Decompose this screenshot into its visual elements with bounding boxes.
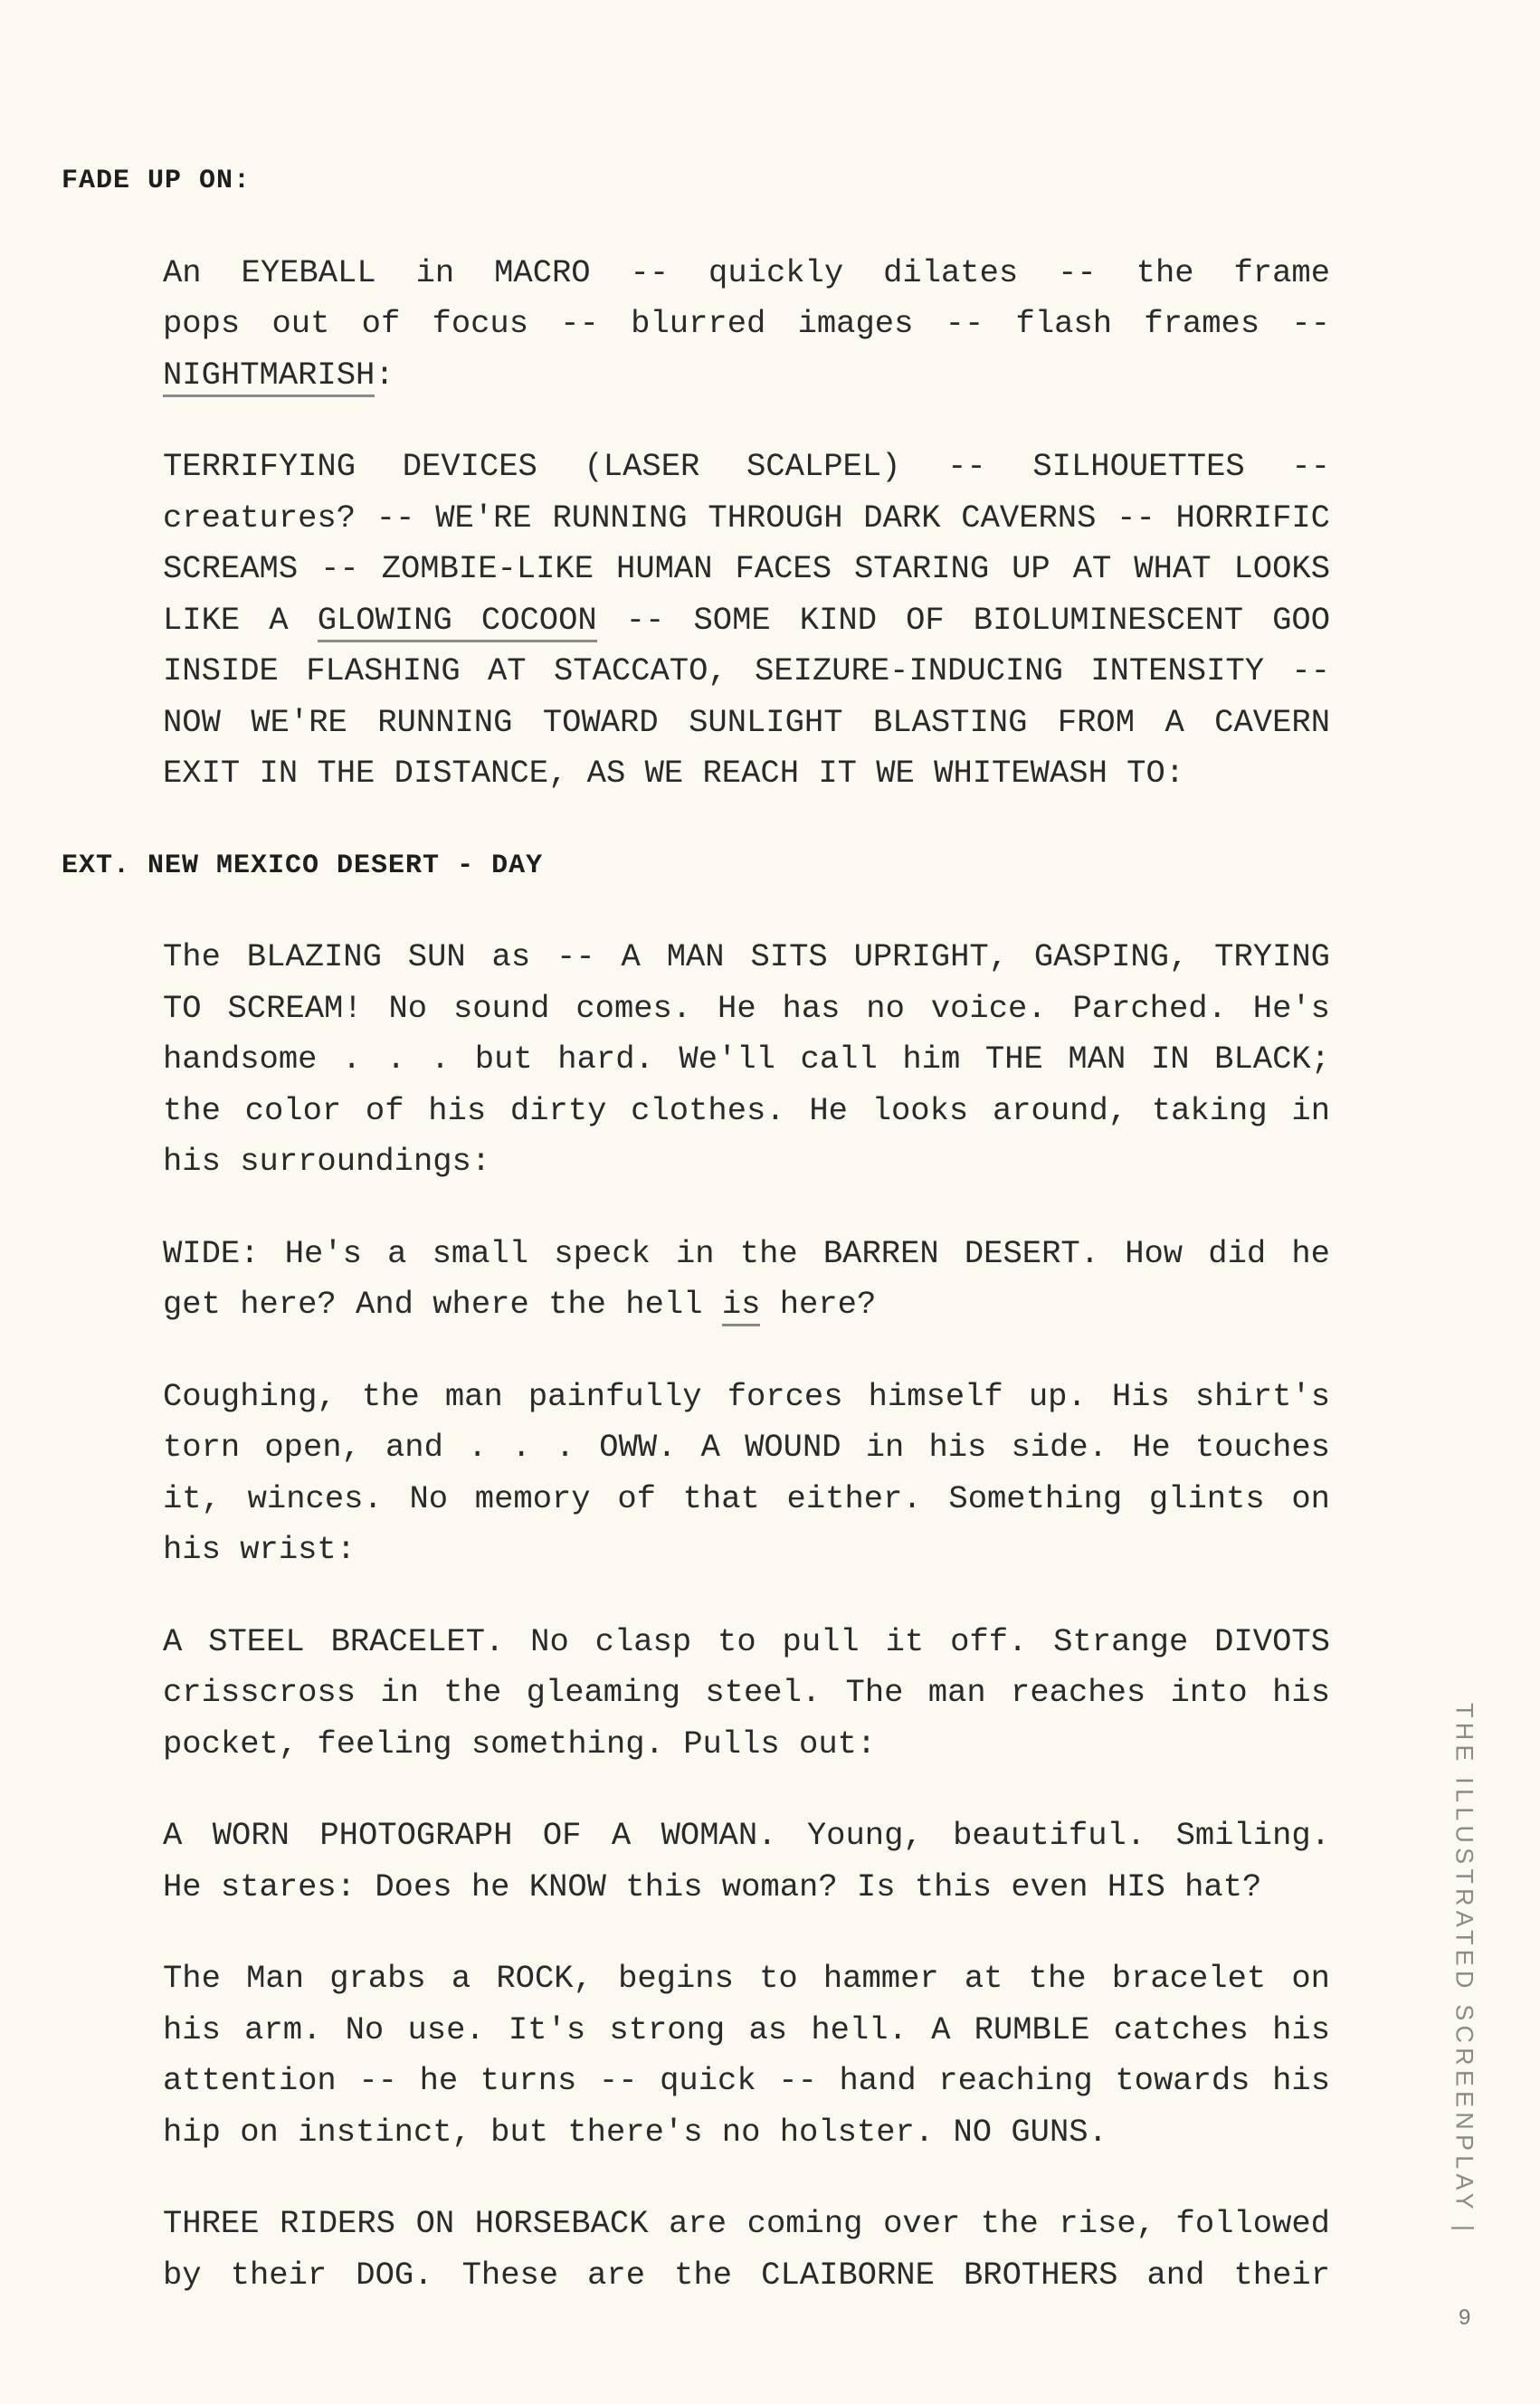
text-line: INSIDE FLASHING AT STACCATO, SEIZURE-INDUCING INTENSITY --: [163, 652, 1330, 689]
running-title-text: THE ILLUSTRATED SCREENPLAY |: [1450, 1703, 1478, 2237]
text-segment: -- SOME KIND OF BIOLUMINESCENT GOO: [596, 601, 1331, 639]
text-line: He stares: Does he KNOW this woman? Is this even HIS hat?: [163, 1867, 1262, 1905]
text-line: TO SCREAM! No sound comes. He has no voice. Parched. He's: [163, 989, 1330, 1027]
page-number: 9: [1459, 2305, 1471, 2330]
text-line: THREE RIDERS ON HORSEBACK are coming over the rise, followed: [163, 2205, 1330, 2242]
text-line: The BLAZING SUN as -- A MAN SITS UPRIGHT, GASPING, TRYING: [163, 938, 1330, 975]
text-line: torn open, and . . . OWW. A WOUND in his side. He touches: [163, 1429, 1330, 1466]
text-segment: :: [375, 356, 395, 394]
text-segment: here?: [760, 1286, 877, 1323]
text-line: it, winces. No memory of that either. Something glints on: [163, 1479, 1330, 1517]
text-line: his surroundings:: [163, 1143, 491, 1180]
text-segment: LIKE A: [163, 601, 318, 639]
action-paragraph: [163, 442, 1330, 800]
text-line: his arm. No use. It's strong as hell. A RUMBLE catches his: [163, 2010, 1330, 2048]
text-line: the color of his dirty clothes. He looks around, taking in: [163, 1091, 1330, 1129]
side-running-title: [1446, 1703, 1482, 2264]
text-line: [163, 595, 1330, 647]
action-paragraph: [163, 2199, 1330, 2301]
text-line: SCREAMS -- ZOMBIE-LIKE HUMAN FACES STARING UP AT WHAT LOOKS: [163, 550, 1330, 587]
text-line: pops out of focus -- blurred images -- flash frames --: [163, 305, 1330, 342]
action-paragraph: [163, 1229, 1330, 1331]
action-paragraph: [163, 1617, 1330, 1771]
text-line: TERRIFYING DEVICES (LASER SCALPEL) -- SILHOUETTES --: [163, 448, 1330, 485]
text-line: his wrist:: [163, 1531, 356, 1568]
text-line: The Man grabs a ROCK, begins to hammer at the bracelet on: [163, 1960, 1330, 1997]
text-line: A WORN PHOTOGRAPH OF A WOMAN. Young, beautiful. Smiling.: [163, 1817, 1330, 1854]
action-paragraph: [163, 1810, 1330, 1913]
text-line: attention -- he turns -- quick -- hand reaching towards his: [163, 2062, 1330, 2099]
text-line: creatures? -- WE'RE RUNNING THROUGH DARK CAVERNS -- HORRIFIC: [163, 499, 1330, 537]
text-line: Coughing, the man painfully forces himself up. His shirt's: [163, 1377, 1330, 1415]
text-line: An EYEBALL in MACRO -- quickly dilates -- the frame: [163, 253, 1330, 291]
text-line: pocket, feeling something. Pulls out:: [163, 1725, 877, 1763]
text-line: [163, 1279, 1330, 1331]
action-paragraph: [163, 1372, 1330, 1576]
screenplay-page: [0, 156, 1540, 2301]
text-line: NOW WE'RE RUNNING TOWARD SUNLIGHT BLASTING FROM A CAVERN: [163, 703, 1330, 741]
text-line: hip on instinct, but there's no holster. NO GUNS.: [163, 2113, 1107, 2151]
underlined-text: NIGHTMARISH: [163, 356, 375, 397]
text-line: EXIT IN THE DISTANCE, AS WE REACH IT WE WHITEWASH TO:: [163, 755, 1185, 792]
text-segment: get here? And where the hell: [163, 1286, 722, 1323]
action-paragraph: [163, 1953, 1330, 2158]
text-line: A STEEL BRACELET. No clasp to pull it off. Strange DIVOTS: [163, 1622, 1330, 1660]
underlined-text: is: [722, 1286, 761, 1326]
text-line: by their DOG. These are the CLAIBORNE BROTHERS and their: [163, 2256, 1330, 2294]
text-line: crisscross in the gleaming steel. The man reaches into his: [163, 1674, 1330, 1711]
text-line: WIDE: He's a small speck in the BARREN DESERT. How did he: [163, 1234, 1330, 1272]
text-line: [163, 350, 1330, 402]
scene-heading: FADE UP ON:: [62, 166, 252, 196]
action-paragraph: [163, 248, 1330, 402]
scene-heading: EXT. NEW MEXICO DESERT - DAY: [62, 850, 544, 881]
text-line: handsome . . . but hard. We'll call him THE MAN IN BLACK;: [163, 1040, 1330, 1078]
action-paragraph: [163, 932, 1330, 1188]
underlined-text: GLOWING COCOON: [318, 602, 597, 642]
